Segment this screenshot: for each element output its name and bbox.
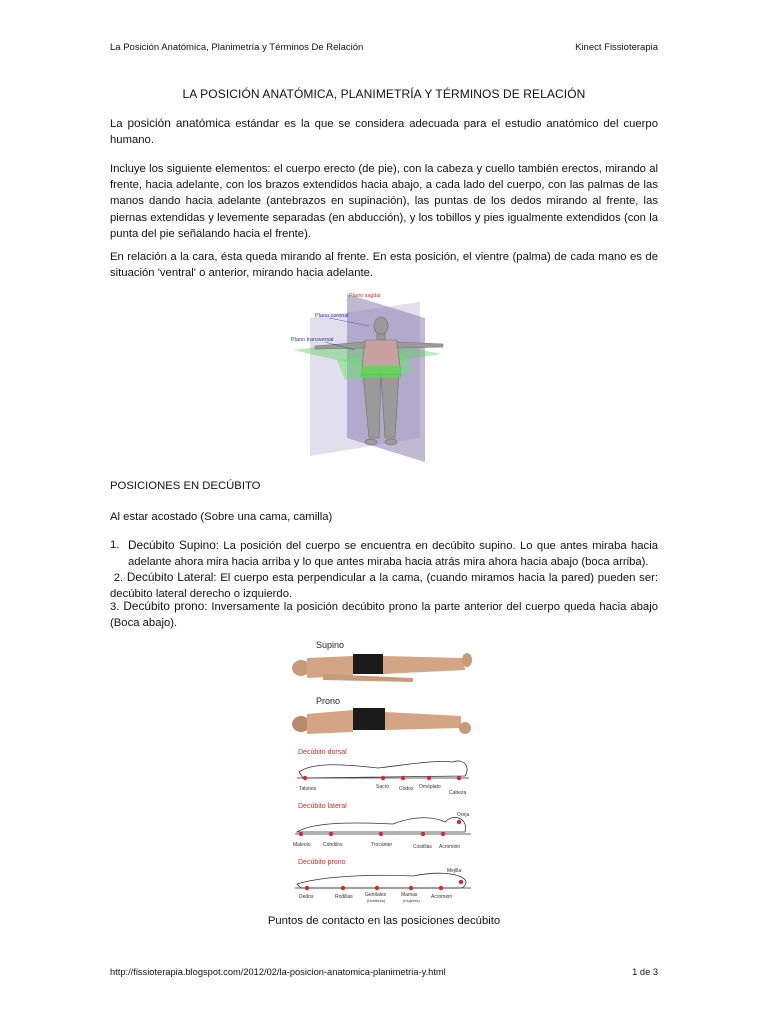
label-plano-coronal: Plano coronal xyxy=(315,313,349,319)
list-item-text: : Inversamente la posición decúbito prono la parte anterior del cuerpo queda hacia abajo (Boca abajo). xyxy=(110,601,658,630)
supine-photo-figure xyxy=(292,653,472,682)
page-title: LA POSICIÓN ANATÓMICA, PLANIMETRÍA Y TÉRMINOS DE RELACIÓN xyxy=(182,87,586,101)
dorsal-point-label: Sacro xyxy=(376,784,390,790)
list-item-number: 3. xyxy=(110,601,120,613)
paragraph-face: En relación a la cara, ésta queda mirando al frente. En esta posición, el vientre (palma) de cada mano es de situación 'ventral' o anterior, mirando hacia adelante. xyxy=(110,251,658,280)
prono-outline xyxy=(295,873,471,888)
label-decubito-prono: Decúbito prono xyxy=(298,859,346,866)
lateral-point-label: Oreja xyxy=(457,812,470,818)
prono-point-label: Mejilla xyxy=(447,868,462,874)
running-header-site: Kinect Fissioterapia xyxy=(575,42,658,53)
page-number: 1 de 3 xyxy=(632,967,658,977)
lateral-outline xyxy=(295,817,471,834)
list-item-term: Decúbito prono xyxy=(123,599,205,613)
highlight-term: posición anatómica xyxy=(127,116,231,130)
anatomical-planes-figure xyxy=(285,288,445,466)
dorsal-point-label: Talones xyxy=(299,786,317,792)
prono-point-label: Genitales xyxy=(365,892,387,898)
label-prono: Prono xyxy=(316,696,341,706)
paragraph-elements: Incluye los siguiente elementos: el cuerpo erecto (de pie), con la cabeza y cuello también erectos, mirando al frente, hacia adelante, con los brazos extendidos hacia abajo, a cada lado del cuerpo, con las palmas de las manos dando hacia adelante (antebrazos en supinación), las puntas de los dedos mirando al frente, las piernas extendidas y levemente separadas (en abducción), y los tobillos y pies igualmente extendidos (con la punta del pie señalando hacia el frente). xyxy=(110,163,658,240)
lateral-point-label: Cóndilos xyxy=(323,842,343,848)
label-supino: Supino xyxy=(316,640,345,650)
list-item-text: : El cuerpo esta perpendicular a la cama, (cuando miramos hacia la pared) pueden ser: decúbito lateral derecho o izquierdo. xyxy=(110,572,658,601)
label-plano-transversal: Plano transversal xyxy=(291,337,334,343)
dorsal-outline xyxy=(297,761,469,778)
prono-point-label: Dedos xyxy=(299,894,314,900)
lateral-point-label: Costillas xyxy=(413,844,432,850)
list-item-term: Decúbito Supino xyxy=(128,538,216,552)
label-decubito-dorsal: Decúbito dorsal xyxy=(298,749,347,756)
paragraph-intro xyxy=(110,115,658,148)
figure-caption: Puntos de contacto en las posiciones decúbito xyxy=(267,915,501,927)
label-decubito-lateral: Decúbito lateral xyxy=(298,803,347,810)
list-item-supino xyxy=(110,537,658,570)
label-plano-sagital: Plano sagital xyxy=(349,293,381,299)
prono-point-label: (hombres) xyxy=(367,898,386,903)
dorsal-point-label: Codos xyxy=(399,786,414,792)
footer-url-link[interactable]: http://fissioterapia.blogspot.com/2012/02/la-posicion-anatomica-planimetria-y.html xyxy=(110,967,446,977)
lateral-point-label: Acromión xyxy=(439,844,461,850)
prono-point-label: Acromión xyxy=(431,894,453,900)
dorsal-point-label: Cabeza xyxy=(449,790,467,796)
paragraph-intro-pre: La xyxy=(110,118,128,130)
prono-point-label: Rodillas xyxy=(335,894,353,900)
list-item-term: Decúbito Lateral xyxy=(126,570,214,584)
prone-photo-figure xyxy=(292,708,471,734)
lateral-point-label: Trocánter xyxy=(371,842,393,848)
list-item-text: : La posición del cuerpo se encuentra en decúbito supino. Lo que antes miraba hacia adelante ahora mira hacia arriba y lo que antes miraba hacia atrás mira ahora hacia abajo (boca arriba). xyxy=(128,540,658,569)
section-intro: Al estar acostado (Sobre una cama, camilla) xyxy=(110,511,333,523)
hip-band xyxy=(361,366,401,378)
decubitus-positions-figure xyxy=(283,636,483,904)
running-header-title: La Posición Anatómica, Planimetría y Términos De Relación xyxy=(110,42,364,53)
paragraph-intro-post: estándar es la que se considera adecuada para el estudio anatómico del cuerpo humano. xyxy=(110,118,658,147)
section-heading: POSICIONES EN DECÚBITO xyxy=(110,480,261,492)
prono-point-label: Mamas xyxy=(401,892,418,898)
lateral-point-label: Maleolo xyxy=(293,842,311,848)
list-item-number: 1. xyxy=(110,539,120,551)
list-item-prono xyxy=(110,598,658,631)
dorsal-point-label: Omóplato xyxy=(419,784,441,790)
prono-contact-points xyxy=(305,880,463,890)
list-item-number: 2. xyxy=(113,572,124,584)
prono-point-label: (mujeres) xyxy=(403,898,420,903)
